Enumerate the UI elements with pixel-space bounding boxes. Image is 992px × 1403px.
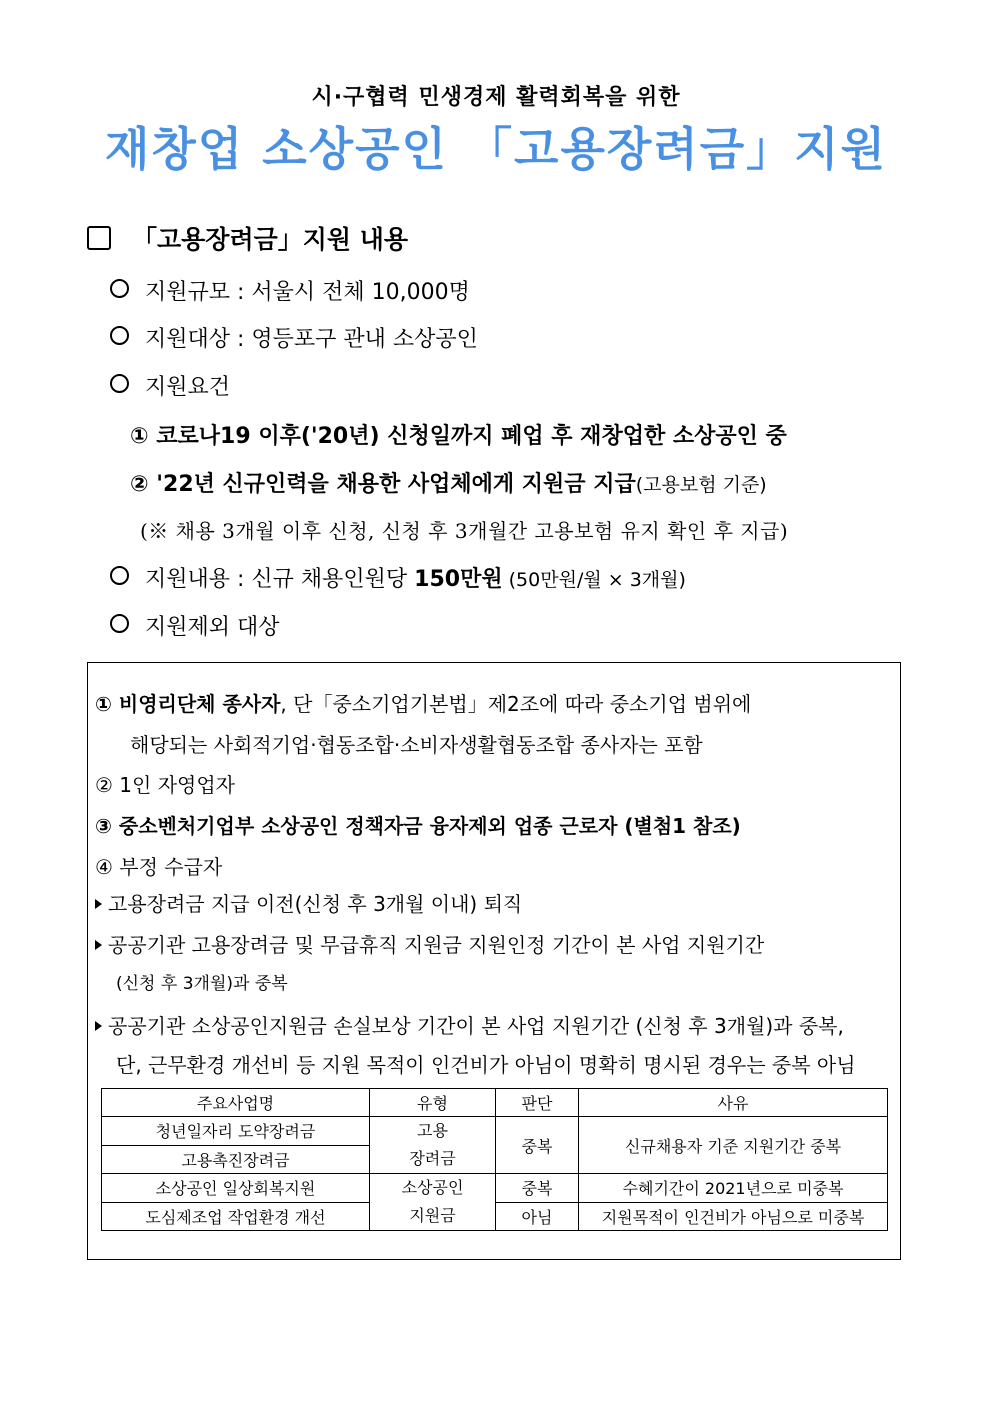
support-requirements: 지원요건 [110,370,230,401]
table-cell: 청년일자리 도약장려금 [102,1117,370,1146]
section-title: 「고용장려금」지원 내용 [132,225,409,254]
circle-bullet-icon [110,614,129,633]
table-cell: 신규채용자 기준 지원기간 중복 [579,1117,888,1174]
table-cell: 도심제조업 작업환경 개선 [102,1202,370,1231]
circle-bullet-icon [110,279,129,298]
requirement-note: (※ 채용 3개월 이후 신청, 신청 후 3개월간 고용보험 유지 확인 후 지급) [140,519,789,543]
table-cell: 고용 장려금 [370,1117,496,1174]
exclusion-item-3: ③ 중소벤처기업부 소상공인 정책자금 융자제외 업종 근로자 (별첨1 참조) [95,814,741,838]
checkbox-icon [87,226,111,250]
table-header-cell: 판단 [496,1089,579,1117]
table-header-row [102,1089,888,1117]
table-header-cell: 유형 [370,1089,496,1117]
requirement-1: ① 코로나19 이후('20년) 신청일까지 폐업 후 재창업한 소상공인 중 [130,424,787,449]
circle-bullet-icon [110,374,129,393]
bullet-1: 고용장려금 지급 이전(신청 후 3개월 이내) 퇴직 [95,888,522,917]
table-cell: 중복 [496,1117,579,1174]
triangle-bullet-icon [95,1021,102,1031]
bullet-3-cont: 단, 근무환경 개선비 등 지원 목적이 인건비가 아님이 명확히 명시된 경우는 중복 아님 [116,1053,856,1077]
subtitle: 시·구협력 민생경제 활력회복을 위한 [311,85,681,110]
exclusion-item-4: ④ 부정 수급자 [95,855,223,879]
table-cell: 소상공인 일상회복지원 [102,1174,370,1203]
table-header-cell: 사유 [579,1089,888,1117]
exclusion-item-2: ② 1인 자영업자 [95,773,235,797]
table-row [102,1117,888,1146]
bullet-3: 공공기관 소상공인지원금 손실보상 기간이 본 사업 지원기간 (신청 후 3개월)과 중복, [95,1010,844,1039]
requirement-2: ② '22년 신규인력을 채용한 사업체에게 지원금 지급(고용보험 기준) [130,472,767,497]
bullet-2: 공공기관 고용장려금 및 무급휴직 지원금 지원인정 기간이 본 사업 지원기간 [95,929,764,958]
support-exclusion: 지원제외 대상 [110,610,280,641]
circle-bullet-icon [110,566,129,585]
support-scale: 지원규모 : 서울시 전체 10,000명 [110,275,470,306]
triangle-bullet-icon [95,899,102,909]
table-cell: 아님 [496,1202,579,1231]
circle-bullet-icon [110,326,129,345]
support-target: 지원대상 : 영등포구 관내 소상공인 [110,322,478,353]
support-content: 지원내용 : 신규 채용인원당 150만원 (50만원/월 × 3개월) [110,562,686,593]
table-cell: 소상공인 지원금 [370,1174,496,1231]
program-table [101,1088,888,1231]
triangle-bullet-icon [95,940,102,950]
bullet-2-cont: (신청 후 3개월)과 중복 [116,974,288,994]
table-cell: 지원목적이 인건비가 아님으로 미중복 [579,1202,888,1231]
table-cell: 수혜기간이 2021년으로 미중복 [579,1174,888,1203]
exclusion-item-1: ① 비영리단체 종사자, 단「중소기업기본법」제2조에 따라 중소기업 범위에 [95,692,752,716]
page-title: 재창업 소상공인 「고용장려금」지원 [104,122,888,176]
exclusion-item-1-cont: 해당되는 사회적기업·협동조합·소비자생활협동조합 종사자는 포함 [130,733,703,757]
table-header-cell: 주요사업명 [102,1089,370,1117]
table-row [102,1174,888,1203]
table-cell: 고용촉진장려금 [102,1145,370,1174]
table-cell: 중복 [496,1174,579,1203]
